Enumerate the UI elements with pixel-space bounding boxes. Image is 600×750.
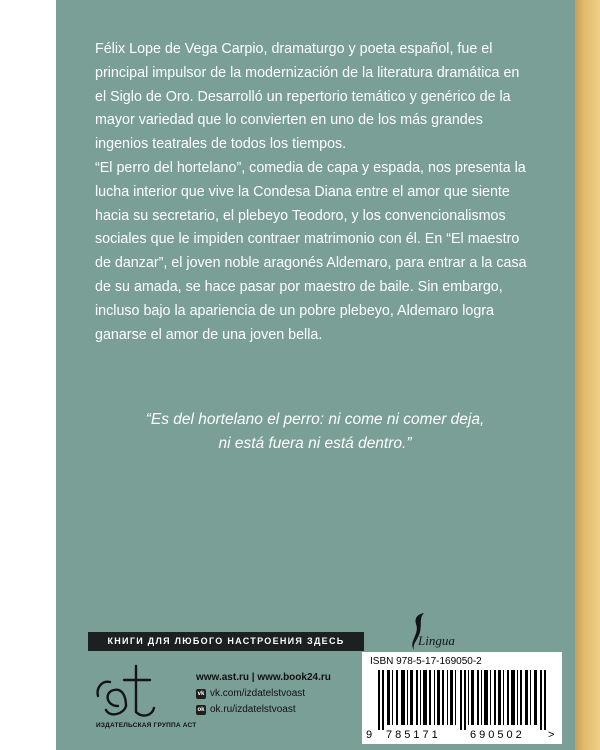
lingua-imprint-logo xyxy=(400,612,470,652)
ast-logo-mark-icon xyxy=(96,662,186,722)
ok-icon: ok xyxy=(197,707,205,713)
spine-edge xyxy=(575,0,600,750)
barcode-digit-first: 9 xyxy=(366,729,373,741)
isbn-barcode-box xyxy=(362,652,562,744)
description-paragraph-plays: “El perro del hortelano”, comedia de capa y espada, nos presenta la lucha interior que vive la Condesa Diana entre el amor que siente hacia su secretario, el plebeyo Teodoro, y los convencionalismos sociales que le impiden contraer matrimonio con él. En “El maestro de danzar”, el joven noble aragonés Aldemaro, para entrar a la casa de su amada, se hace pasar por maestro de baile. Sin embargo, incluso bajo la apariencia de un pobre plebeyo, Aldemaro logra ganarse el amor de una joven bella. xyxy=(95,159,527,343)
isbn-label: ISBN 978-5-17-169050-2 xyxy=(370,656,482,667)
epigraph-quote xyxy=(80,408,550,456)
quote-line-1: “Es del hortelano el perro: ni come ni comer deja, xyxy=(145,411,485,428)
barcode-quiet-mark: > xyxy=(548,729,555,741)
barcode-digits-right: 690502 xyxy=(470,729,525,741)
publisher-links xyxy=(196,670,331,718)
ok-link-text: ok.ru/izdatelstvoast xyxy=(210,704,296,715)
ast-publisher-logo xyxy=(96,662,197,732)
publisher-group-caption: ИЗДАТЕЛЬСКАЯ ГРУППА АСТ xyxy=(96,722,197,729)
quote-line-2: ni está fuera ni está dentro.” xyxy=(218,435,412,452)
barcode-digits-left: 785171 xyxy=(386,729,441,741)
book-description xyxy=(95,38,531,347)
description-paragraph-author: Félix Lope de Vega Carpio, dramaturgo y poeta español, fue el principal impulsor de la modernización de la literatura dramática en el Siglo de Oro. Desarrolló un repertorio temático y genérico de la mayor variedad que lo convierten en uno de los más grandes ingenios teatrales de todos los tiempos. xyxy=(95,41,520,153)
vk-link-text: vk.com/izdatelstvoast xyxy=(210,688,306,699)
barcode-icon xyxy=(368,670,556,730)
vk-link[interactable] xyxy=(196,686,331,702)
vk-icon: vk xyxy=(197,691,205,697)
imprint-name: Lingua xyxy=(418,633,455,648)
website-links[interactable]: www.ast.ru | www.book24.ru xyxy=(196,672,331,683)
ok-link[interactable] xyxy=(196,702,331,718)
barcode-digits xyxy=(362,729,562,743)
series-tagline-banner: КНИГИ ДЛЯ ЛЮБОГО НАСТРОЕНИЯ ЗДЕСЬ xyxy=(88,632,364,651)
